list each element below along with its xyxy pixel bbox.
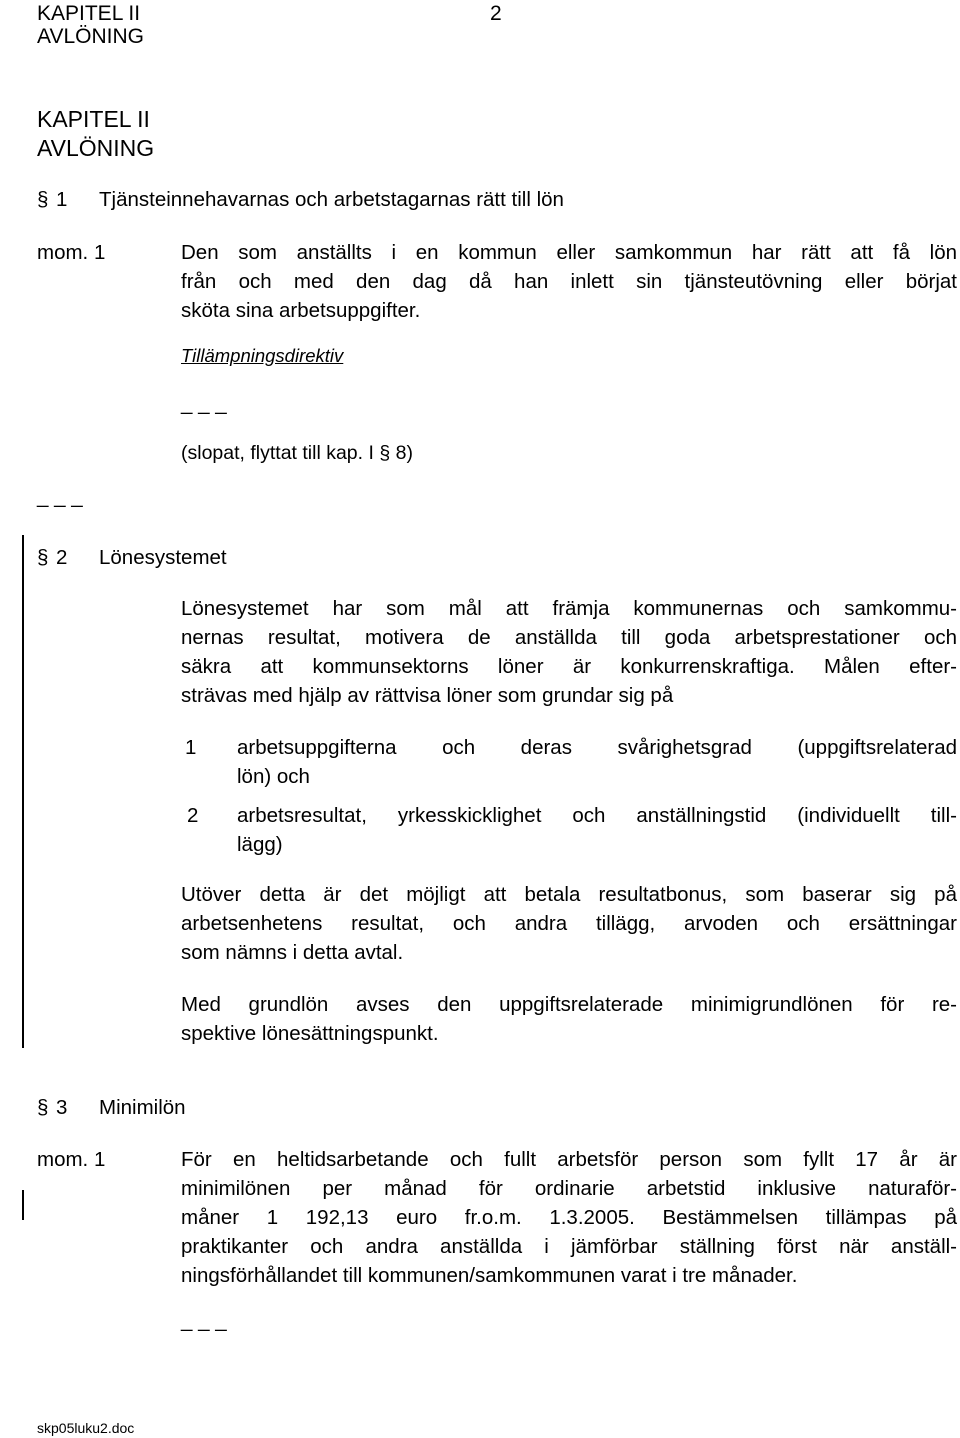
- text-line: För en heltidsarbetande och fullt arbetsför person som fyllt 17 år är: [181, 1148, 957, 1171]
- section-sign: §: [379, 442, 391, 464]
- section2-paragraph: [181, 990, 957, 1048]
- footer-filename: skp05luku2.doc: [37, 1420, 135, 1436]
- text-line: arbetsuppgifterna och deras svårighetsgrad (uppgiftsrelaterad: [237, 736, 957, 759]
- text-line: Utöver detta är det möjligt att betala resultatbonus, som baserar sig på: [181, 883, 957, 906]
- section-title: Lönesystemet: [99, 546, 227, 569]
- text-line: nernas resultat, motivera de anställda till goda arbetsprestationer och: [181, 626, 957, 649]
- revision-bar: [22, 535, 24, 1048]
- list-number: 2: [187, 804, 199, 827]
- page-number: 2: [490, 2, 502, 25]
- text-line: från och med den dag då han inlett sin tjänsteutövning eller börjat: [181, 270, 957, 293]
- mom-label: mom. 1: [37, 1148, 106, 1171]
- list-item: [237, 801, 957, 859]
- chapter-subtitle: AVLÖNING: [37, 135, 155, 161]
- running-header-title: KAPITEL II: [37, 2, 141, 25]
- removed-note-prefix: (slopat, flyttat till kap. I: [181, 442, 374, 464]
- text-line: arbetsenhetens resultat, och andra tillägg, arvoden och ersättningar: [181, 912, 957, 935]
- text-line: måner 1 192,13 euro fr.o.m. 1.3.2005. Bestämmelsen tillämpas på: [181, 1206, 957, 1229]
- section-sign: §: [37, 546, 49, 569]
- section-number: 2: [56, 546, 68, 569]
- text-line: lägg): [237, 833, 283, 856]
- section-number: 3: [56, 1096, 68, 1119]
- section2-paragraph: [181, 594, 957, 710]
- section-sign: §: [37, 1096, 49, 1119]
- text-line: minimilönen per månad för ordinarie arbetstid inklusive naturaför-: [181, 1177, 957, 1200]
- section1-paragraph: [181, 238, 957, 325]
- text-line: Lönesystemet har som mål att främja kommunernas och samkommu-: [181, 597, 957, 620]
- text-line: spektive lönesättningspunkt.: [181, 1022, 439, 1045]
- section3-paragraph: [181, 1145, 957, 1290]
- revision-bar: [22, 1190, 24, 1220]
- text-line: ningsförhållandet till kommunen/samkommunen varat i tre månader.: [181, 1264, 798, 1287]
- dash-marker: _ _ _: [181, 1309, 227, 1332]
- removed-note-suffix: 8): [395, 442, 413, 464]
- mom-label: mom. 1: [37, 241, 106, 264]
- removed-note: [181, 440, 413, 466]
- text-line: Med grundlön avses den uppgiftsrelaterade minimigrundlönen för re-: [181, 993, 957, 1016]
- text-line: praktikanter och andra anställda i jämförbar ställning först när anställ-: [181, 1235, 957, 1258]
- text-line: sköta sina arbetsuppgifter.: [181, 299, 421, 322]
- running-header-subtitle: AVLÖNING: [37, 25, 144, 48]
- section-number: 1: [56, 188, 68, 211]
- section-sign: §: [37, 188, 49, 211]
- list-item: [237, 733, 957, 791]
- text-line: Den som anställts i en kommun eller samkommun har rätt att få lön: [181, 241, 957, 264]
- dash-marker: _ _ _: [181, 392, 227, 415]
- text-line: strävas med hjälp av rättvisa löner som grundar sig på: [181, 684, 674, 707]
- text-line: lön) och: [237, 765, 310, 788]
- section-title: Minimilön: [99, 1096, 186, 1119]
- list-number: 1: [185, 736, 197, 759]
- text-line: säkra att kommunsektorns löner är konkurrenskraftiga. Målen efter-: [181, 655, 957, 678]
- section2-paragraph: [181, 880, 957, 967]
- section-title: Tjänsteinnehavarnas och arbetstagarnas rätt till lön: [99, 188, 564, 211]
- text-line: som nämns i detta avtal.: [181, 941, 404, 964]
- separator-dashes: _ _ _: [37, 485, 83, 508]
- chapter-title: KAPITEL II: [37, 106, 150, 132]
- text-line: arbetsresultat, yrkesskicklighet och anställningstid (individuellt till-: [237, 804, 957, 827]
- directive-heading: Tillämpningsdirektiv: [181, 345, 344, 366]
